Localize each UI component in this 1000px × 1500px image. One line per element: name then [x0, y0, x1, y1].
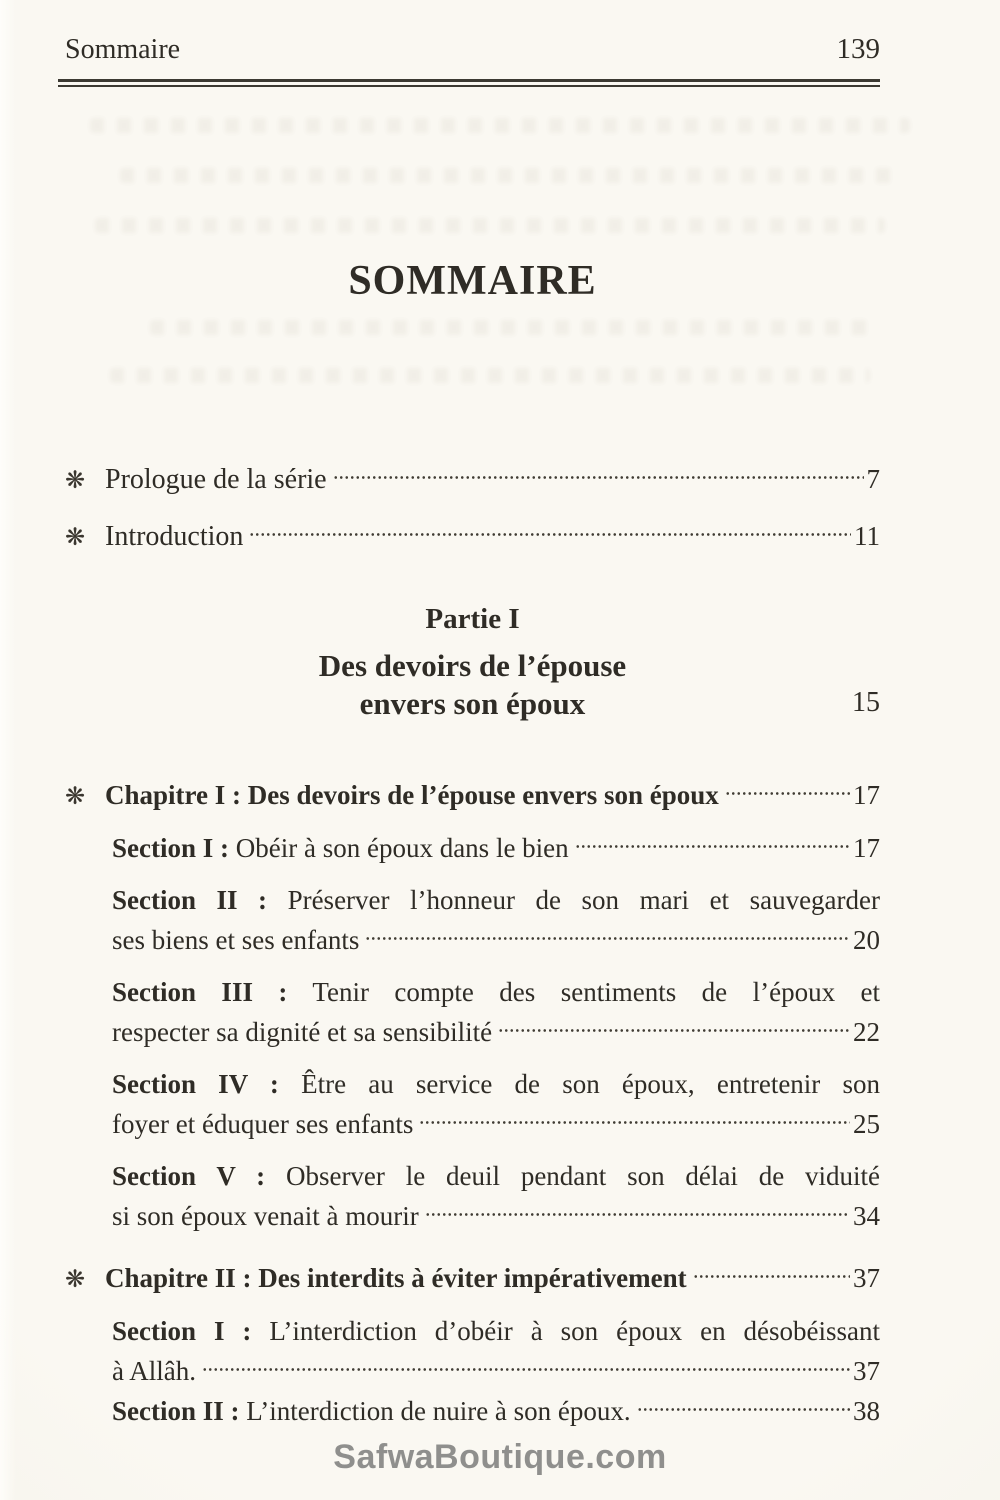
toc-page-number: 25 [853, 1109, 880, 1139]
part-kicker: Partie I [425, 603, 520, 635]
part-title-line: envers son époux [359, 686, 586, 721]
toc-page-number: 37 [853, 1356, 880, 1386]
toc-section-text: respecter sa dignité et sa sensibilité [112, 1017, 493, 1047]
toc-front-matter-item [65, 459, 880, 500]
toc-section-item [112, 1391, 880, 1431]
toc-section-line [112, 1391, 880, 1431]
toc-section-text: foyer et éduquer ses enfants [112, 1109, 414, 1139]
section-label: Section I : [112, 1316, 252, 1346]
toc-section-line-2 [112, 920, 880, 960]
toc-item-label: Introduction [105, 521, 244, 552]
toc-section-line-2 [112, 1196, 880, 1236]
toc-page-number: 22 [853, 1017, 880, 1047]
section-label: Section V : [112, 1161, 266, 1191]
toc-section-line [112, 828, 880, 868]
flower-asterisk-icon: ❋ [65, 782, 86, 810]
toc-section-item [112, 828, 880, 868]
header-rule [58, 79, 880, 87]
toc-section-item [112, 1064, 880, 1144]
toc-chapter-item [65, 1258, 880, 1299]
toc-section-item [112, 1311, 880, 1391]
toc-front-matter-item [65, 516, 880, 557]
page-header [65, 0, 880, 67]
page-title: SOMMAIRE [348, 258, 597, 304]
toc-chapter-label: Chapitre I : Des devoirs de l’épouse envers son époux [105, 780, 719, 810]
section-label: Section III : [112, 977, 288, 1007]
toc-page-number: 17 [853, 833, 880, 863]
toc-section-line-2 [112, 1012, 880, 1052]
flower-asterisk-icon: ❋ [65, 466, 86, 494]
toc-section-text: à Allâh. [112, 1356, 196, 1386]
toc-section-text: Section II : L’interdiction de nuire à son époux. [112, 1396, 631, 1426]
toc-page-number: 11 [854, 521, 880, 551]
watermark: SafwaBoutique.com [333, 1438, 667, 1476]
toc-section-item [112, 972, 880, 1052]
toc-chapter-item [65, 775, 880, 816]
folio-page-number: 139 [836, 33, 880, 65]
part-heading [65, 599, 880, 723]
section-label: Section II : [112, 1396, 240, 1426]
toc-section-line-1: Section I : L’interdiction d’obéir à son époux en désobéissant [112, 1316, 881, 1346]
toc-section-line-1: Section II : Préserver l’honneur de son mari et sauvegarder [112, 885, 881, 915]
toc-section-text: Section I : Obéir à son époux dans le bien [112, 833, 569, 863]
part-page-number: 15 [852, 687, 880, 718]
toc-section-line-1: Section IV : Être au service de son époux, entretenir son [112, 1069, 880, 1099]
part-title-line: Des devoirs de l’épouse [318, 648, 627, 683]
table-of-contents [65, 459, 880, 1431]
toc-section-text: si son époux venait à mourir [112, 1201, 419, 1231]
toc-section-line-1: Section V : Observer le deuil pendant son délai de viduité [112, 1161, 880, 1191]
toc-page-number: 20 [853, 925, 880, 955]
toc-page-number: 17 [853, 780, 880, 810]
toc-page-number: 7 [866, 464, 880, 494]
toc-section-item [112, 880, 880, 960]
running-title: Sommaire [65, 34, 181, 65]
page-content [65, 0, 880, 1431]
scan-edge-highlight [0, 0, 16, 1500]
toc-section-line-2 [112, 1104, 880, 1144]
toc-section-text: ses biens et ses enfants [112, 925, 360, 955]
toc-page-number: 37 [853, 1263, 880, 1293]
section-label: Section II : [112, 885, 268, 915]
toc-section-line-2 [112, 1351, 880, 1391]
flower-asterisk-icon: ❋ [65, 523, 86, 551]
toc-page-number: 38 [853, 1396, 880, 1426]
section-label: Section I : [112, 833, 229, 863]
toc-section-line-1: Section III : Tenir compte des sentiments de l’époux et [112, 977, 880, 1007]
toc-section-item [112, 1156, 880, 1236]
toc-item-label: Prologue de la série [105, 464, 327, 495]
toc-page-number: 34 [853, 1201, 880, 1231]
toc-chapter-label: Chapitre II : Des interdits à éviter impérativement [105, 1263, 687, 1293]
section-label: Section IV : [112, 1069, 279, 1099]
flower-asterisk-icon: ❋ [65, 1265, 86, 1293]
